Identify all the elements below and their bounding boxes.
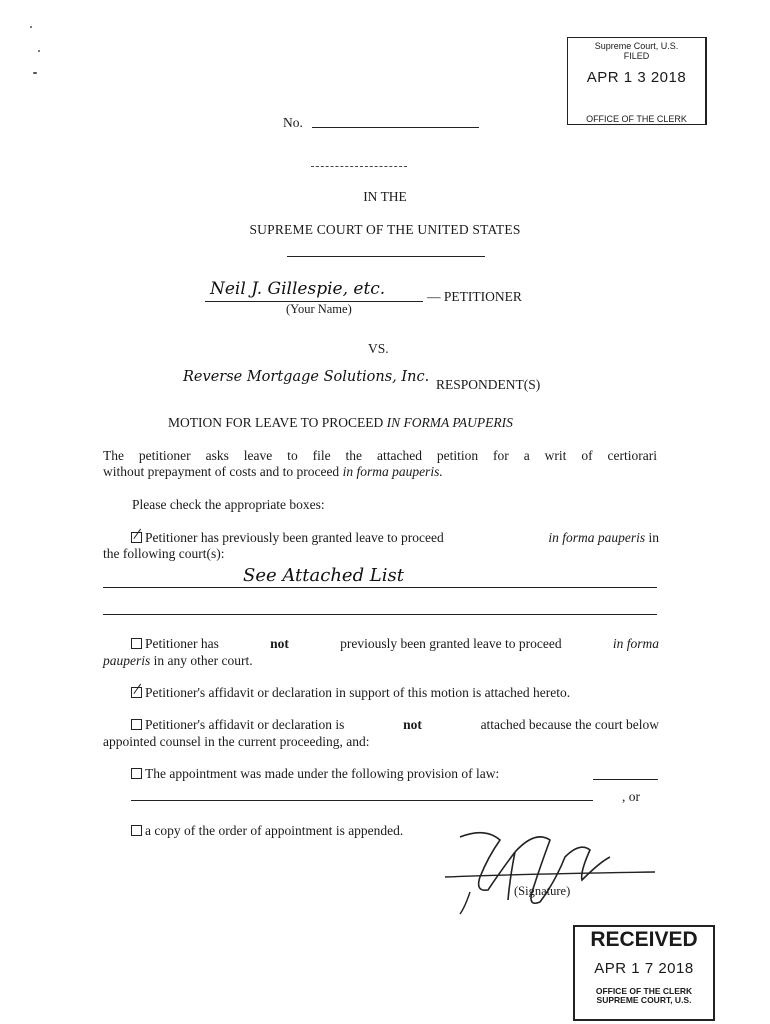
respondent-name: Reverse Mortgage Solutions, Inc. (183, 369, 430, 385)
heading-in-the: IN THE (363, 189, 407, 204)
petitioner-caption: (Your Name) (286, 302, 352, 316)
separator (311, 166, 407, 167)
option-order-appended (131, 823, 403, 839)
option-not-previously-granted (131, 636, 659, 652)
option-affidavit-not-attached (131, 717, 659, 733)
motion-title-italic: IN FORMA PAUPERIS (386, 415, 513, 430)
signature-caption: (Signature) (514, 884, 571, 898)
filed-stamp (567, 37, 707, 125)
option2-italic: in forma (612, 636, 659, 651)
checkbox-order-appended[interactable] (131, 825, 142, 836)
checkbox-not-previously-granted[interactable] (131, 638, 142, 649)
checkbox-affidavit-not-attached[interactable] (131, 719, 142, 730)
filed-stamp-date: APR 1 3 2018 (586, 69, 687, 86)
scan-mark (38, 50, 40, 52)
option2-line2 (103, 653, 253, 669)
option1-handwritten-courts: See Attached List (243, 565, 404, 586)
scan-mark (30, 26, 32, 28)
case-number-line (312, 127, 479, 128)
checkbox-previously-granted[interactable] (131, 532, 142, 543)
heading-rule (287, 256, 485, 257)
option2-text-b: previously been granted leave to proceed (340, 636, 562, 651)
courts-line-1 (103, 587, 657, 588)
filed-stamp-office: OFFICE OF THE CLERK (586, 114, 687, 124)
intro-line-2-italic: in forma pauperis. (342, 464, 443, 479)
option2-line2-italic: pauperis (103, 653, 151, 668)
filed-stamp-label: FILED (623, 51, 650, 61)
checkbox-appointment-provision[interactable] (131, 768, 142, 779)
option2-line2-rest: in any other court. (153, 653, 253, 668)
vs-label: VS. (368, 341, 389, 356)
provision-line-2 (131, 800, 593, 801)
received-stamp-office-1: OFFICE OF THE CLERK (595, 986, 693, 996)
option1-text: Petitioner has previously been granted leave to proceed (145, 530, 444, 545)
intro-line-2 (103, 464, 443, 480)
option2-text-a: Petitioner has (145, 636, 219, 651)
option4-text-a: Petitioner's affidavit or declaration is (145, 717, 345, 732)
option5-or: , or (622, 789, 640, 804)
motion-title (168, 415, 513, 431)
checkbox-affidavit-attached[interactable] (131, 687, 142, 698)
signature-graphic (440, 822, 665, 922)
received-stamp-office-2: SUPREME COURT, U.S. (596, 995, 692, 1005)
motion-title-prefix: MOTION FOR LEAVE TO PROCEED (168, 415, 384, 430)
respondent-label: RESPONDENT(S) (436, 377, 541, 392)
courts-line-2 (103, 614, 657, 615)
filed-stamp-court: Supreme Court, U.S. (594, 41, 679, 51)
intro-line-2-text: without prepayment of costs and to proceed (103, 464, 340, 479)
option4-line2: appointed counsel in the current proceeding, and: (103, 734, 370, 749)
provision-line-1 (593, 779, 658, 780)
received-stamp (573, 925, 715, 1021)
option1-line2: the following court(s): (103, 546, 225, 561)
option1-text-b: in (648, 530, 659, 545)
received-stamp-date: APR 1 7 2018 (594, 960, 694, 977)
option-previously-granted (131, 530, 659, 546)
option-affidavit-attached (131, 685, 570, 701)
option5-text: The appointment was made under the following provision of law: (145, 766, 500, 781)
received-stamp-title: RECEIVED (590, 928, 698, 951)
option6-text: a copy of the order of appointment is appended. (145, 823, 404, 838)
petitioner-name: Neil J. Gillespie, etc. (210, 279, 386, 299)
option2-bold: not (270, 636, 289, 651)
option4-bold: not (403, 717, 422, 732)
check-instruction: Please check the appropriate boxes: (132, 497, 325, 512)
case-number-label: No. (283, 115, 303, 130)
petitioner-label: — PETITIONER (427, 289, 522, 304)
option3-text: Petitioner's affidavit or declaration in support of this motion is attached hereto. (145, 685, 571, 700)
scan-mark (33, 72, 37, 74)
option1-italic: in forma pauperis (548, 530, 646, 545)
intro-line-1: The petitioner asks leave to file the attached petition for a writ of certiorari (103, 448, 657, 463)
court-name: SUPREME COURT OF THE UNITED STATES (249, 222, 521, 237)
option-appointment-provision (131, 766, 499, 782)
option4-text-b: attached because the court below (480, 717, 659, 732)
